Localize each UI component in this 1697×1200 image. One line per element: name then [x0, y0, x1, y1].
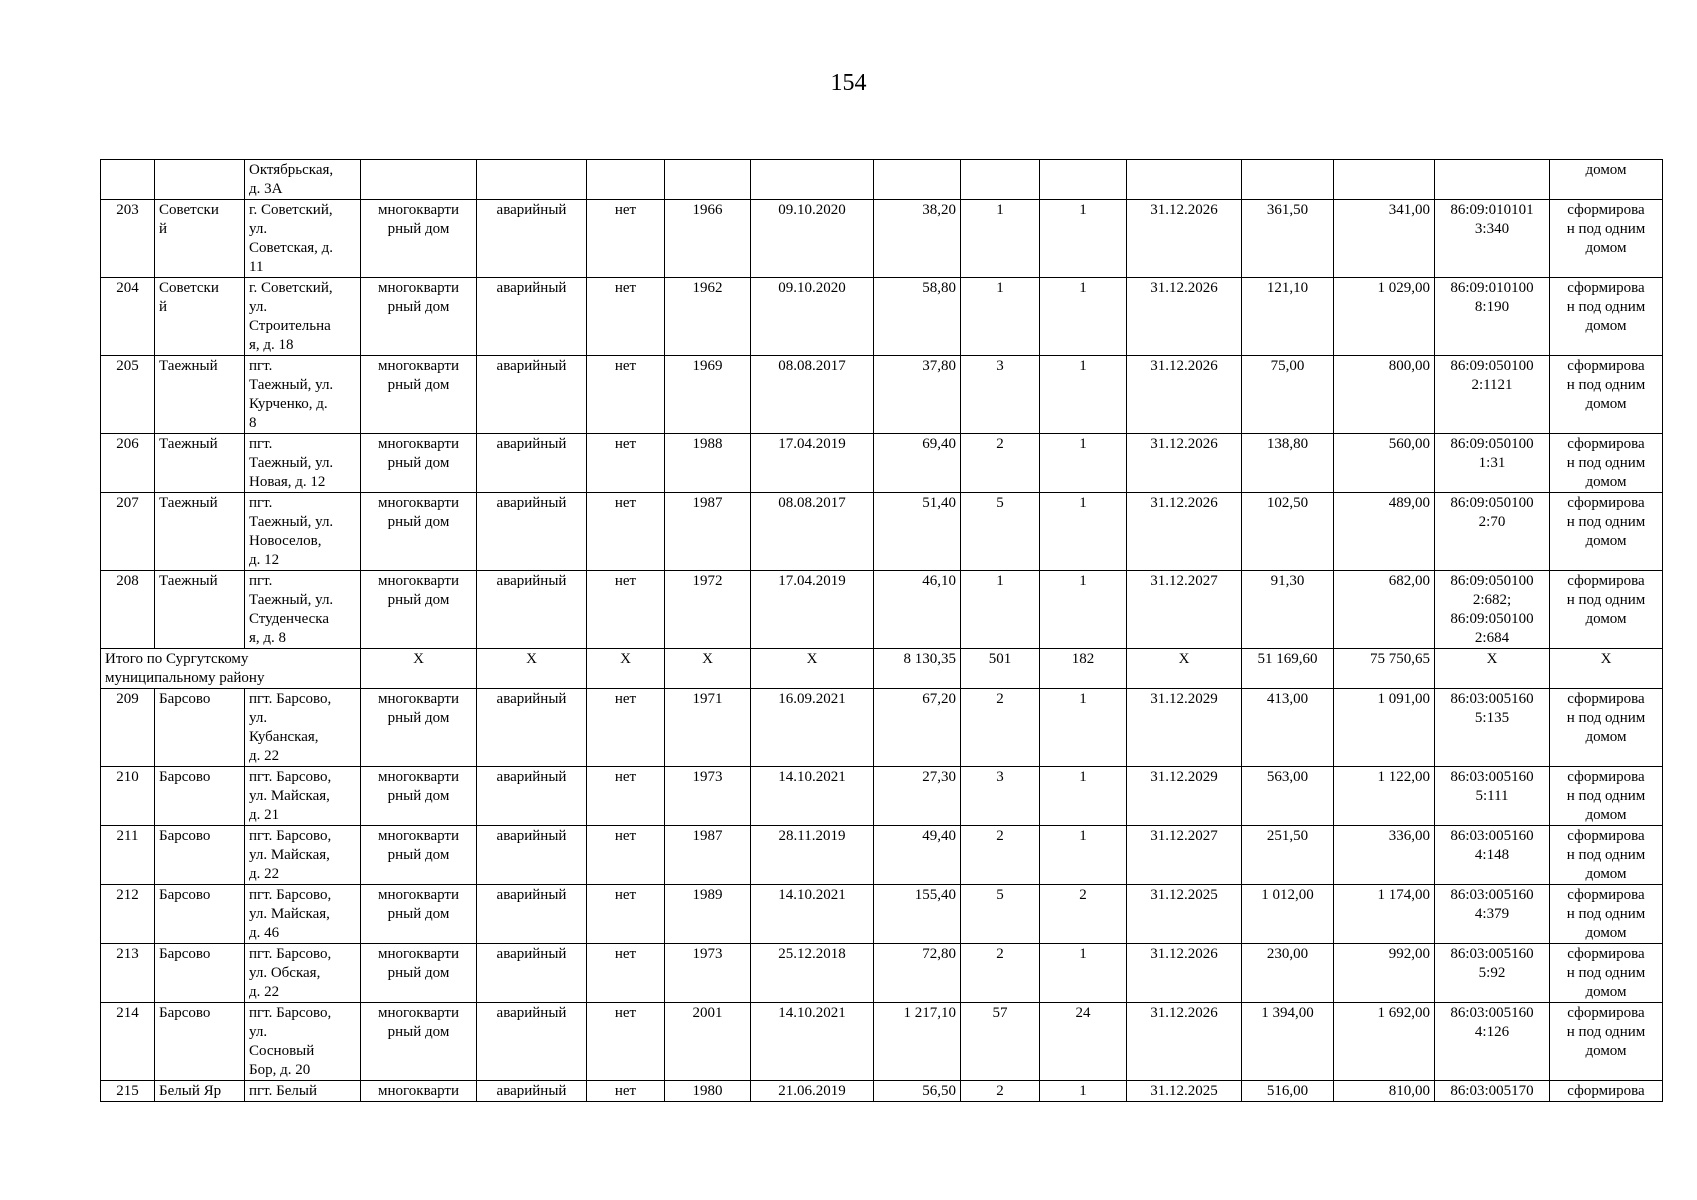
cadastral-cell — [1435, 160, 1550, 200]
apartments-cell: 2 — [1040, 885, 1127, 944]
status-cell: сформирова н под одним домом — [1550, 689, 1663, 767]
house-type-cell: многокварти рный дом — [361, 434, 477, 493]
page-number: 154 — [830, 70, 867, 96]
row-number-cell — [101, 160, 155, 200]
house-type-cell — [361, 160, 477, 200]
value2-cell: 800,00 — [1334, 356, 1435, 434]
area-cell: 27,30 — [874, 767, 961, 826]
total-area-cell: 8 130,35 — [874, 649, 961, 689]
date-cell: 16.09.2021 — [751, 689, 874, 767]
status-cell: сформирова н под одним домом — [1550, 944, 1663, 1003]
house-type-cell: многокварти рный дом — [361, 944, 477, 1003]
table-body — [101, 160, 1663, 1102]
cadastral-cell: 86:09:050100 2:682; 86:09:050100 2:684 — [1435, 571, 1550, 649]
cadastral-cell: 86:09:050100 2:70 — [1435, 493, 1550, 571]
table-row — [101, 885, 1663, 944]
year-cell: 2001 — [665, 1003, 751, 1081]
condition-cell: аварийный — [477, 826, 587, 885]
status-cell: сформирова н под одним домом — [1550, 493, 1663, 571]
address-cell: пгт. Белый — [245, 1081, 361, 1102]
address-cell: пгт. Таежный, ул. Новая, д. 12 — [245, 434, 361, 493]
total-value2-cell: 75 750,65 — [1334, 649, 1435, 689]
address-cell: пгт. Барсово, ул. Кубанская, д. 22 — [245, 689, 361, 767]
flag-cell: нет — [587, 826, 665, 885]
status-cell: сформирова — [1550, 1081, 1663, 1102]
cadastral-cell: 86:09:050100 2:1121 — [1435, 356, 1550, 434]
house-type-cell: многокварти рный дом — [361, 689, 477, 767]
year-cell: 1987 — [665, 493, 751, 571]
residents-cell: 2 — [961, 944, 1040, 1003]
settlement-cell: Таежный — [155, 434, 245, 493]
cadastral-cell: 86:03:005160 5:92 — [1435, 944, 1550, 1003]
total-value1-cell: 51 169,60 — [1242, 649, 1334, 689]
cadastral-cell: 86:03:005160 4:126 — [1435, 1003, 1550, 1081]
total-row — [101, 649, 1663, 689]
settlement-cell: Таежный — [155, 493, 245, 571]
settlement-cell: Советски й — [155, 200, 245, 278]
condition-cell: аварийный — [477, 1003, 587, 1081]
value2-cell: 1 029,00 — [1334, 278, 1435, 356]
date-cell: 08.08.2017 — [751, 493, 874, 571]
flag-cell: нет — [587, 944, 665, 1003]
date-cell: 14.10.2021 — [751, 767, 874, 826]
address-cell: пгт. Барсово, ул. Майская, д. 46 — [245, 885, 361, 944]
apartments-cell: 1 — [1040, 278, 1127, 356]
flag-cell: нет — [587, 493, 665, 571]
value1-cell: 1 012,00 — [1242, 885, 1334, 944]
apartments-cell: 1 — [1040, 434, 1127, 493]
cadastral-cell: 86:09:050100 1:31 — [1435, 434, 1550, 493]
condition-cell: аварийный — [477, 356, 587, 434]
area-cell — [874, 160, 961, 200]
value1-cell: 516,00 — [1242, 1081, 1334, 1102]
flag-cell: нет — [587, 885, 665, 944]
residents-cell: 57 — [961, 1003, 1040, 1081]
flag-cell: нет — [587, 1003, 665, 1081]
row-number-cell: 206 — [101, 434, 155, 493]
total-x-cell: X — [1550, 649, 1663, 689]
residents-cell: 2 — [961, 689, 1040, 767]
row-number-cell: 212 — [101, 885, 155, 944]
cadastral-cell: 86:03:005160 5:111 — [1435, 767, 1550, 826]
residents-cell: 3 — [961, 767, 1040, 826]
value1-cell: 563,00 — [1242, 767, 1334, 826]
row-number-cell: 215 — [101, 1081, 155, 1102]
value2-cell: 560,00 — [1334, 434, 1435, 493]
year-cell: 1971 — [665, 689, 751, 767]
settlement-cell: Барсово — [155, 826, 245, 885]
row-number-cell: 214 — [101, 1003, 155, 1081]
total-label-cell: Итого по Сургутскому муниципальному району — [101, 649, 361, 689]
total-x-cell: X — [587, 649, 665, 689]
table-row — [101, 493, 1663, 571]
cadastral-cell: 86:03:005160 4:148 — [1435, 826, 1550, 885]
condition-cell: аварийный — [477, 944, 587, 1003]
area-cell: 72,80 — [874, 944, 961, 1003]
apartments-cell: 1 — [1040, 571, 1127, 649]
house-type-cell: многокварти — [361, 1081, 477, 1102]
date-cell: 08.08.2017 — [751, 356, 874, 434]
row-number-cell: 204 — [101, 278, 155, 356]
area-cell: 38,20 — [874, 200, 961, 278]
status-cell: сформирова н под одним домом — [1550, 1003, 1663, 1081]
deadline-cell: 31.12.2026 — [1127, 356, 1242, 434]
address-cell: пгт. Таежный, ул. Студенческа я, д. 8 — [245, 571, 361, 649]
year-cell: 1972 — [665, 571, 751, 649]
table-row — [101, 571, 1663, 649]
total-x-cell: X — [1435, 649, 1550, 689]
residents-cell: 3 — [961, 356, 1040, 434]
status-cell: сформирова н под одним домом — [1550, 200, 1663, 278]
total-x-cell: X — [751, 649, 874, 689]
row-number-cell: 203 — [101, 200, 155, 278]
row-number-cell: 205 — [101, 356, 155, 434]
house-type-cell: многокварти рный дом — [361, 826, 477, 885]
condition-cell: аварийный — [477, 571, 587, 649]
address-cell: г. Советский, ул. Советская, д. 11 — [245, 200, 361, 278]
date-cell: 14.10.2021 — [751, 1003, 874, 1081]
settlement-cell: Барсово — [155, 767, 245, 826]
condition-cell — [477, 160, 587, 200]
settlement-cell: Барсово — [155, 1003, 245, 1081]
condition-cell: аварийный — [477, 278, 587, 356]
deadline-cell: 31.12.2026 — [1127, 434, 1242, 493]
house-type-cell: многокварти рный дом — [361, 1003, 477, 1081]
value2-cell: 1 122,00 — [1334, 767, 1435, 826]
area-cell: 37,80 — [874, 356, 961, 434]
deadline-cell: 31.12.2029 — [1127, 767, 1242, 826]
condition-cell: аварийный — [477, 200, 587, 278]
total-x-cell: X — [665, 649, 751, 689]
deadline-cell: 31.12.2027 — [1127, 826, 1242, 885]
condition-cell: аварийный — [477, 767, 587, 826]
date-cell: 25.12.2018 — [751, 944, 874, 1003]
house-type-cell: многокварти рный дом — [361, 356, 477, 434]
value1-cell: 413,00 — [1242, 689, 1334, 767]
address-cell: пгт. Таежный, ул. Курченко, д. 8 — [245, 356, 361, 434]
total-apartments-cell: 182 — [1040, 649, 1127, 689]
year-cell: 1966 — [665, 200, 751, 278]
flag-cell: нет — [587, 356, 665, 434]
apartments-cell: 1 — [1040, 1081, 1127, 1102]
address-cell: пгт. Барсово, ул. Сосновый Бор, д. 20 — [245, 1003, 361, 1081]
row-number-cell: 209 — [101, 689, 155, 767]
total-x-cell: X — [477, 649, 587, 689]
year-cell: 1969 — [665, 356, 751, 434]
date-cell: 14.10.2021 — [751, 885, 874, 944]
date-cell: 21.06.2019 — [751, 1081, 874, 1102]
deadline-cell: 31.12.2026 — [1127, 1003, 1242, 1081]
residents-cell — [961, 160, 1040, 200]
apartments-cell: 24 — [1040, 1003, 1127, 1081]
house-type-cell: многокварти рный дом — [361, 200, 477, 278]
apartments-cell: 1 — [1040, 826, 1127, 885]
address-cell: пгт. Барсово, ул. Майская, д. 21 — [245, 767, 361, 826]
value1-cell: 1 394,00 — [1242, 1003, 1334, 1081]
residents-cell: 2 — [961, 1081, 1040, 1102]
cadastral-cell: 86:03:005160 4:379 — [1435, 885, 1550, 944]
value2-cell: 810,00 — [1334, 1081, 1435, 1102]
house-type-cell: многокварти рный дом — [361, 767, 477, 826]
date-cell: 17.04.2019 — [751, 571, 874, 649]
deadline-cell: 31.12.2025 — [1127, 1081, 1242, 1102]
residents-cell: 2 — [961, 826, 1040, 885]
value2-cell: 682,00 — [1334, 571, 1435, 649]
table-row-continued — [101, 160, 1663, 200]
status-cell: сформирова н под одним домом — [1550, 356, 1663, 434]
settlement-cell — [155, 160, 245, 200]
year-cell: 1973 — [665, 767, 751, 826]
row-number-cell: 207 — [101, 493, 155, 571]
residents-cell: 5 — [961, 885, 1040, 944]
area-cell: 1 217,10 — [874, 1003, 961, 1081]
flag-cell: нет — [587, 689, 665, 767]
row-number-cell: 210 — [101, 767, 155, 826]
residents-cell: 1 — [961, 571, 1040, 649]
year-cell — [665, 160, 751, 200]
deadline-cell: 31.12.2026 — [1127, 200, 1242, 278]
house-type-cell: многокварти рный дом — [361, 493, 477, 571]
area-cell: 49,40 — [874, 826, 961, 885]
cadastral-cell: 86:09:010101 3:340 — [1435, 200, 1550, 278]
area-cell: 69,40 — [874, 434, 961, 493]
apartments-cell: 1 — [1040, 493, 1127, 571]
status-cell: сформирова н под одним домом — [1550, 767, 1663, 826]
value2-cell: 992,00 — [1334, 944, 1435, 1003]
area-cell: 46,10 — [874, 571, 961, 649]
table-row — [101, 689, 1663, 767]
address-cell: пгт. Барсово, ул. Майская, д. 22 — [245, 826, 361, 885]
settlement-cell: Белый Яр — [155, 1081, 245, 1102]
settlement-cell: Таежный — [155, 356, 245, 434]
apartments-cell — [1040, 160, 1127, 200]
apartments-cell: 1 — [1040, 944, 1127, 1003]
value2-cell — [1334, 160, 1435, 200]
value1-cell: 102,50 — [1242, 493, 1334, 571]
address-cell: г. Советский, ул. Строительна я, д. 18 — [245, 278, 361, 356]
deadline-cell — [1127, 160, 1242, 200]
total-residents-cell: 501 — [961, 649, 1040, 689]
residents-cell: 2 — [961, 434, 1040, 493]
table-row — [101, 278, 1663, 356]
value1-cell: 251,50 — [1242, 826, 1334, 885]
year-cell: 1973 — [665, 944, 751, 1003]
cadastral-cell: 86:03:005170 — [1435, 1081, 1550, 1102]
status-cell: сформирова н под одним домом — [1550, 278, 1663, 356]
deadline-cell: 31.12.2029 — [1127, 689, 1242, 767]
value1-cell: 91,30 — [1242, 571, 1334, 649]
row-number-cell: 208 — [101, 571, 155, 649]
table-row — [101, 434, 1663, 493]
apartments-cell: 1 — [1040, 356, 1127, 434]
row-number-cell: 211 — [101, 826, 155, 885]
year-cell: 1989 — [665, 885, 751, 944]
cadastral-cell: 86:03:005160 5:135 — [1435, 689, 1550, 767]
flag-cell: нет — [587, 278, 665, 356]
residents-cell: 1 — [961, 278, 1040, 356]
date-cell: 28.11.2019 — [751, 826, 874, 885]
year-cell: 1987 — [665, 826, 751, 885]
condition-cell: аварийный — [477, 689, 587, 767]
status-cell: сформирова н под одним домом — [1550, 434, 1663, 493]
value2-cell: 1 692,00 — [1334, 1003, 1435, 1081]
address-cell: пгт. Таежный, ул. Новоселов, д. 12 — [245, 493, 361, 571]
status-cell: домом — [1550, 160, 1663, 200]
year-cell: 1980 — [665, 1081, 751, 1102]
year-cell: 1988 — [665, 434, 751, 493]
table-row — [101, 767, 1663, 826]
value1-cell: 230,00 — [1242, 944, 1334, 1003]
value1-cell: 138,80 — [1242, 434, 1334, 493]
apartments-cell: 1 — [1040, 689, 1127, 767]
settlement-cell: Таежный — [155, 571, 245, 649]
area-cell: 67,20 — [874, 689, 961, 767]
residents-cell: 1 — [961, 200, 1040, 278]
table-row — [101, 1003, 1663, 1081]
flag-cell: нет — [587, 571, 665, 649]
date-cell: 09.10.2020 — [751, 200, 874, 278]
date-cell: 17.04.2019 — [751, 434, 874, 493]
condition-cell: аварийный — [477, 885, 587, 944]
value1-cell — [1242, 160, 1334, 200]
date-cell — [751, 160, 874, 200]
value1-cell: 121,10 — [1242, 278, 1334, 356]
area-cell: 58,80 — [874, 278, 961, 356]
area-cell: 51,40 — [874, 493, 961, 571]
date-cell: 09.10.2020 — [751, 278, 874, 356]
table-row — [101, 1081, 1663, 1102]
status-cell: сформирова н под одним домом — [1550, 826, 1663, 885]
value2-cell: 1 174,00 — [1334, 885, 1435, 944]
deadline-cell: 31.12.2025 — [1127, 885, 1242, 944]
address-cell: пгт. Барсово, ул. Обская, д. 22 — [245, 944, 361, 1003]
status-cell: сформирова н под одним домом — [1550, 885, 1663, 944]
status-cell: сформирова н под одним домом — [1550, 571, 1663, 649]
condition-cell: аварийный — [477, 434, 587, 493]
value1-cell: 75,00 — [1242, 356, 1334, 434]
cadastral-cell: 86:09:010100 8:190 — [1435, 278, 1550, 356]
value2-cell: 336,00 — [1334, 826, 1435, 885]
settlement-cell: Барсово — [155, 944, 245, 1003]
area-cell: 56,50 — [874, 1081, 961, 1102]
flag-cell — [587, 160, 665, 200]
year-cell: 1962 — [665, 278, 751, 356]
settlement-cell: Барсово — [155, 885, 245, 944]
value1-cell: 361,50 — [1242, 200, 1334, 278]
condition-cell: аварийный — [477, 1081, 587, 1102]
flag-cell: нет — [587, 434, 665, 493]
house-type-cell: многокварти рный дом — [361, 571, 477, 649]
value2-cell: 1 091,00 — [1334, 689, 1435, 767]
deadline-cell: 31.12.2026 — [1127, 278, 1242, 356]
flag-cell: нет — [587, 200, 665, 278]
deadline-cell: 31.12.2026 — [1127, 493, 1242, 571]
deadline-cell: 31.12.2027 — [1127, 571, 1242, 649]
address-cell: Октябрьская, д. 3А — [245, 160, 361, 200]
total-x-cell: X — [361, 649, 477, 689]
table-row — [101, 944, 1663, 1003]
residents-cell: 5 — [961, 493, 1040, 571]
total-x-cell: X — [1127, 649, 1242, 689]
apartments-cell: 1 — [1040, 200, 1127, 278]
house-type-cell: многокварти рный дом — [361, 885, 477, 944]
condition-cell: аварийный — [477, 493, 587, 571]
value2-cell: 489,00 — [1334, 493, 1435, 571]
settlement-cell: Барсово — [155, 689, 245, 767]
apartments-cell: 1 — [1040, 767, 1127, 826]
area-cell: 155,40 — [874, 885, 961, 944]
value2-cell: 341,00 — [1334, 200, 1435, 278]
house-type-cell: многокварти рный дом — [361, 278, 477, 356]
table-row — [101, 200, 1663, 278]
row-number-cell: 213 — [101, 944, 155, 1003]
deadline-cell: 31.12.2026 — [1127, 944, 1242, 1003]
table-row — [101, 356, 1663, 434]
flag-cell: нет — [587, 767, 665, 826]
settlement-cell: Советски й — [155, 278, 245, 356]
table-row — [101, 826, 1663, 885]
flag-cell: нет — [587, 1081, 665, 1102]
housing-table — [100, 159, 1663, 1102]
